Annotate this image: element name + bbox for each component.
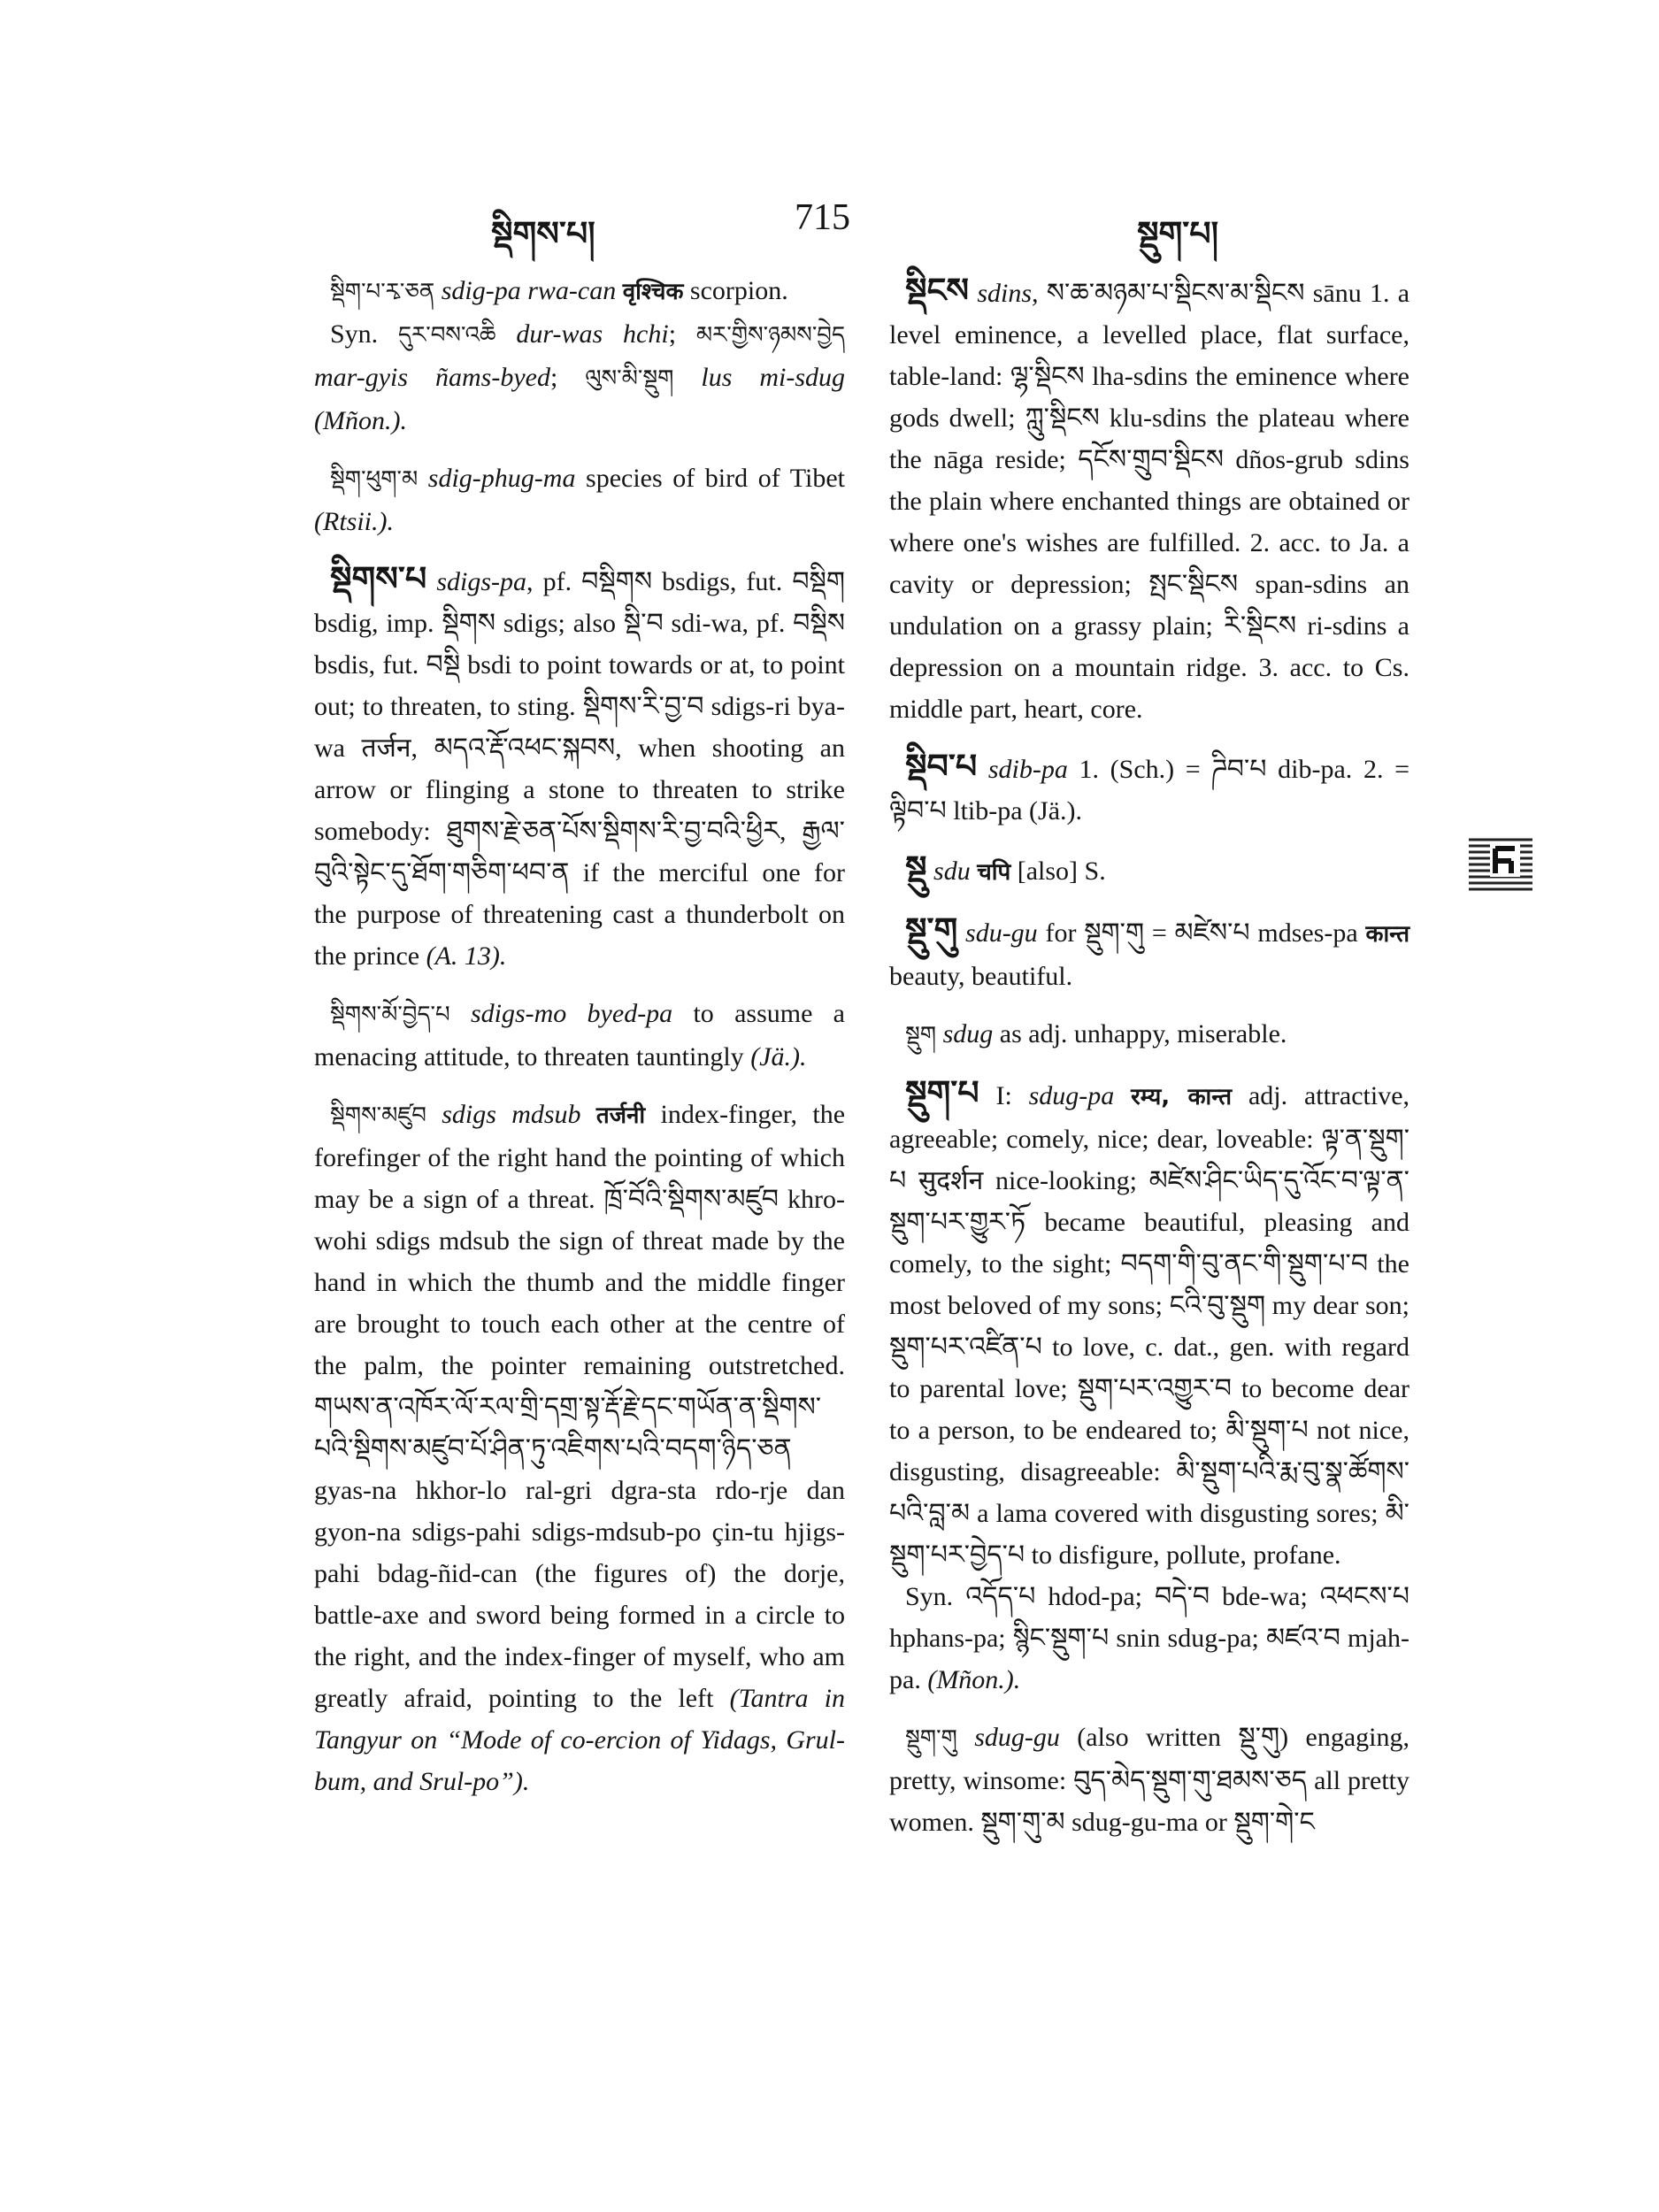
- entry-definition: adj. attractive, agreeable; comely, nice; dear, loveable: ལྟ་ན་སྡུག་པ सुदर्शन nice-looking; མཛེས་ཤིང་ཡིད་དུ་འོང་བ་ལྟ་ན་སྡུག་པར་གྱུར་ཏོ became beautiful, pleasing and comely, to the sight; བདག་གི་བུ་ནང་གི་སྡུག་པ་བ the most beloved of my sons; ངའི་བུ་སྡུག my dear son; སྡུག་པར་འཛིན་པ to love, c. dat., gen. with regard to parental love; སྡུག་པར་འགྱུར་བ to become dear to a person, to be endeared to; མི་སྡུག་པ not nice, disgusting, disagreeable: མི་སྡུག་པའི་རྨ་བུ་སྣ་ཚོགས་པའི་བླ་མ a lama covered with disgusting sores; མི་སྡུག་པར་བྱེད་པ to disfigure, pollute, profane.: [889, 1081, 1410, 1570]
- synonym-list: འདོད་པ hdod-pa; བདེ་བ bde-wa; འཕངས་པ hphans-pa; སྙིང་སྡུག་པ snin sdug-pa; མཛའ་བ mjah-pa.: [889, 1582, 1409, 1694]
- dictionary-entry: སྡིགས་པ sdigs-pa, pf. བསྡིགས bsdigs, fut. བསྡིག bsdig, imp. སྡིགས sdigs; also སྡི་བ sdi-wa, pf. བསྡིས bsdis, fut. བསྡི bsdi to point towards or at, to point out; to threaten, to sting. སྡིགས་རི་བྱ་བ sdigs-ri bya-wa तर्जन, མདའ་རྡོ་འཕང་སྐབས, when shooting an arrow or flinging a stone to threaten to strike somebody: ཐུགས་རྗེ་ཅན་པོས་སྡིགས་རི་བྱ་བའི་ཕྱིར, རྒྱལ་བུའི་སྟེང་དུ་ཐོག་གཅིག་ཕབ་ན if the merciful one for the purpose of threatening cast a thunderbolt on the prince (A. 13).: [314, 559, 846, 971]
- synonym-tibetan: མར་གྱིས་ཉམས་བྱེད: [695, 322, 846, 349]
- dictionary-entry: [314, 457, 845, 542]
- dictionary-entry: [889, 848, 1409, 894]
- entry-definition: to assume a menacing attitude, to threaten tauntingly: [314, 999, 845, 1071]
- entry-source: (A. 13).: [426, 941, 507, 971]
- entry-transliteration: sdug: [942, 1019, 994, 1048]
- synonym-tibetan: དུར་བས་འཆི: [398, 322, 496, 349]
- entry-definition: (also written སྡུ་གུ) engaging, pretty, winsome: བུད་མེད་སྡུག་གུ་ཐམས་ཅད all pretty women. སྡུག་གུ་མ sdug-gu-ma or སྡུག་གེ་ང: [889, 1723, 1409, 1837]
- entry-sanskrit: वृश्चिक: [622, 279, 684, 305]
- entry-transliteration: sdigs-pa: [436, 567, 527, 596]
- entry-transliteration: sdigs-mo byed-pa: [470, 999, 673, 1028]
- entry-headword-tibetan: སྡིངས: [905, 271, 970, 310]
- entry-definition: index-finger, the forefinger of the right hand the pointing of which may be a sign of a threat. ཁྲོ་བོའི་སྡིགས་མཛུབ khro-wohi sdigs mdsub the sign of threat made by the hand in which the thumb and the middle finger are brought to touch each other at the centre of the palm, the pointer remaining outstretched. གཡས་ན་འཁོར་ལོ་རལ་གྲི་དགྲ་སྟ་རྡོ་རྗེ་དང་གཡོན་ན་སྡིགས་པའི་སྡིགས་མཛུབ་པོ་ཤིན་ཏུ་འཇིགས་པའི་བདག་ཉིད་ཅན gyas-na hkhor-lo ral-gri dgra-sta rdo-rje dan gyon-na sdigs-pahi sdigs-mdsub-po çin-tu hjigs-pahi bdag-ñid-can (the figures of) the dorje, battle-axe and sword being formed in a circle to the right, and the index-finger of myself, who am greatly afraid, pointing to the left: [314, 1100, 846, 1713]
- entry-source: (Tantra in Tangyur on “Mode of co-ercion of Yidags, Grul-bum, and Srul-po”).: [314, 1684, 846, 1796]
- entry-definition: [also] S.: [1017, 856, 1106, 886]
- dictionary-entry: [889, 910, 1409, 997]
- entry-tibetan: སྡིགས་མོ་བྱེད་པ: [330, 1002, 450, 1028]
- entry-transliteration: sdug-gu: [974, 1723, 1060, 1752]
- dictionary-entry: [889, 270, 1409, 730]
- entry-definition: 1. (Sch.) = ཌིབ་པ dib-pa. 2. = ལྟིབ་པ ltib-pa (Jä.).: [889, 755, 1410, 826]
- entry-source: (Rtsii.).: [314, 507, 394, 536]
- synonym-label: Syn.: [905, 1582, 954, 1611]
- dictionary-entry: [889, 1717, 1409, 1843]
- entry-headword-tibetan: སྡུ: [905, 849, 927, 887]
- dictionary-entry: [889, 1072, 1409, 1701]
- entry-tibetan: སྡུག་གུ: [905, 1725, 957, 1752]
- entry-definition: species of bird of Tibet: [586, 464, 845, 493]
- dictionary-entry: [314, 993, 845, 1078]
- entry-sanskrit: चपि: [977, 859, 1011, 886]
- entry-definition: for སྡུག་གུ = མཛེས་པ mdses-pa: [1045, 918, 1358, 948]
- dictionary-entry: [889, 1013, 1409, 1056]
- dictionary-entry: [314, 1094, 845, 1802]
- entry-tibetan: སྡུག: [905, 1022, 937, 1048]
- dictionary-entry: སྡིག་པ་རྭ་ཅན sdig-pa rwa-can वृश्चिक scorpion. Syn. དུར་བས་འཆི dur-was hchi; མར་གྱིས་ཉམས་བྱེད mar-gyis ñams-byed; ལུས་མི་སྡུག lus mi-sdug (Mñon.).: [314, 276, 846, 435]
- synonym-label: Syn.: [330, 319, 379, 349]
- entry-headword-tibetan: སྡིབ་པ: [905, 747, 978, 786]
- entry-transliteration: sdig-pa rwa-can: [441, 276, 617, 305]
- entry-transliteration: sdins,: [977, 279, 1039, 308]
- entry-transliteration: sdug-pa: [1028, 1081, 1115, 1110]
- entry-transliteration: sdigs mdsub: [442, 1100, 581, 1129]
- page-header: [0, 196, 1659, 253]
- entry-transliteration: sdib-pa: [987, 755, 1068, 784]
- entry-headword-tibetan: སྡུག་པ: [905, 1073, 979, 1112]
- entry-sanskrit: तर्जनी: [595, 1102, 646, 1129]
- entry-transliteration: sdu: [933, 856, 971, 886]
- entry-sense-number: I:: [995, 1081, 1012, 1110]
- entry-definition: ས་ཆ་མཉམ་པ་སྡིངས་མ་སྡིངས sānu 1. a level eminence, a levelled place, flat surface, table-land: ལྷ་སྡིངས lha-sdins the eminence where gods dwell; ཀླུ་སྡིངས klu-sdins the plateau where the nāga reside; དངོས་གྲུབ་སྡིངས dños-grub sdins the plain where enchanted things are obtained or where one's wishes are fulfilled. 2. acc. to Ja. a cavity or depression; སྤང་སྡིངས span-sdins an undulation on a grassy plain; རི་སྡིངས ri-sdins a depression on a mountain ridge. 3. acc. to Cs. middle part, heart, core.: [889, 279, 1410, 724]
- synonym-tibetan: ལུས་མི་སྡུག: [585, 365, 674, 392]
- right-column: [889, 270, 1409, 1859]
- entry-sanskrit: कान्त: [1365, 921, 1410, 948]
- dictionary-entry: [889, 746, 1409, 832]
- page-number: 715: [795, 197, 850, 238]
- right-running-headword: སྡུག་པ།: [1137, 214, 1219, 253]
- entry-headword-tibetan: སྡུ་གུ: [905, 910, 958, 949]
- entry-source: (Mñon.).: [927, 1665, 1021, 1694]
- entry-definition-continued: beauty, beautiful.: [889, 962, 1073, 991]
- entry-transliteration: sdig-phug-ma: [427, 464, 576, 493]
- synonym-transliteration: dur-was hchi: [516, 319, 669, 349]
- synonym-transliteration: lus mi-sdug: [701, 363, 845, 392]
- entry-definition: pf. བསྡིགས bsdigs, fut. བསྡིག bsdig, imp. སྡིགས sdigs; also སྡི་བ sdi-wa, pf. བསྡིས bsdis, fut. བསྡི bsdi to point towards or at, to point out; to threaten, to sting. སྡིགས་རི་བྱ་བ sdigs-ri bya-wa तर्जन, མདའ་རྡོ་འཕང་སྐབས, when shooting an arrow or flinging a stone to threaten to strike somebody: ཐུགས་རྗེ་ཅན་པོས་སྡིགས་རི་བྱ་བའི་ཕྱིར, རྒྱལ་བུའི་སྟེང་དུ་ཐོག་གཅིག་ཕབ་ན if the merciful one for the purpose of threatening cast a thunderbolt on the prince: [314, 567, 846, 971]
- entry-source: (Mñon.).: [314, 406, 407, 435]
- entry-sanskrit: रम्य, कान्त: [1131, 1084, 1233, 1110]
- entry-headword-tibetan: སྡིགས་པ: [330, 559, 427, 598]
- left-column: [314, 270, 845, 1818]
- entry-source: (Jä.).: [750, 1042, 807, 1071]
- entry-tibetan: སྡིགས་མཛུབ: [330, 1102, 426, 1129]
- entry-transliteration: sdu-gu: [965, 918, 1038, 948]
- entry-tibetan: སྡིག་ཕུག་མ: [330, 466, 419, 493]
- entry-tibetan: སྡིག་པ་རྭ་ཅན: [330, 279, 435, 305]
- synonym-transliteration: mar-gyis ñams-byed: [314, 363, 550, 392]
- entry-definition: scorpion.: [689, 276, 788, 305]
- left-running-headword: སྡིགས་པ།: [491, 214, 595, 253]
- entry-definition: as adj. unhappy, miserable.: [999, 1019, 1287, 1048]
- thumb-index-tab: [1469, 836, 1532, 891]
